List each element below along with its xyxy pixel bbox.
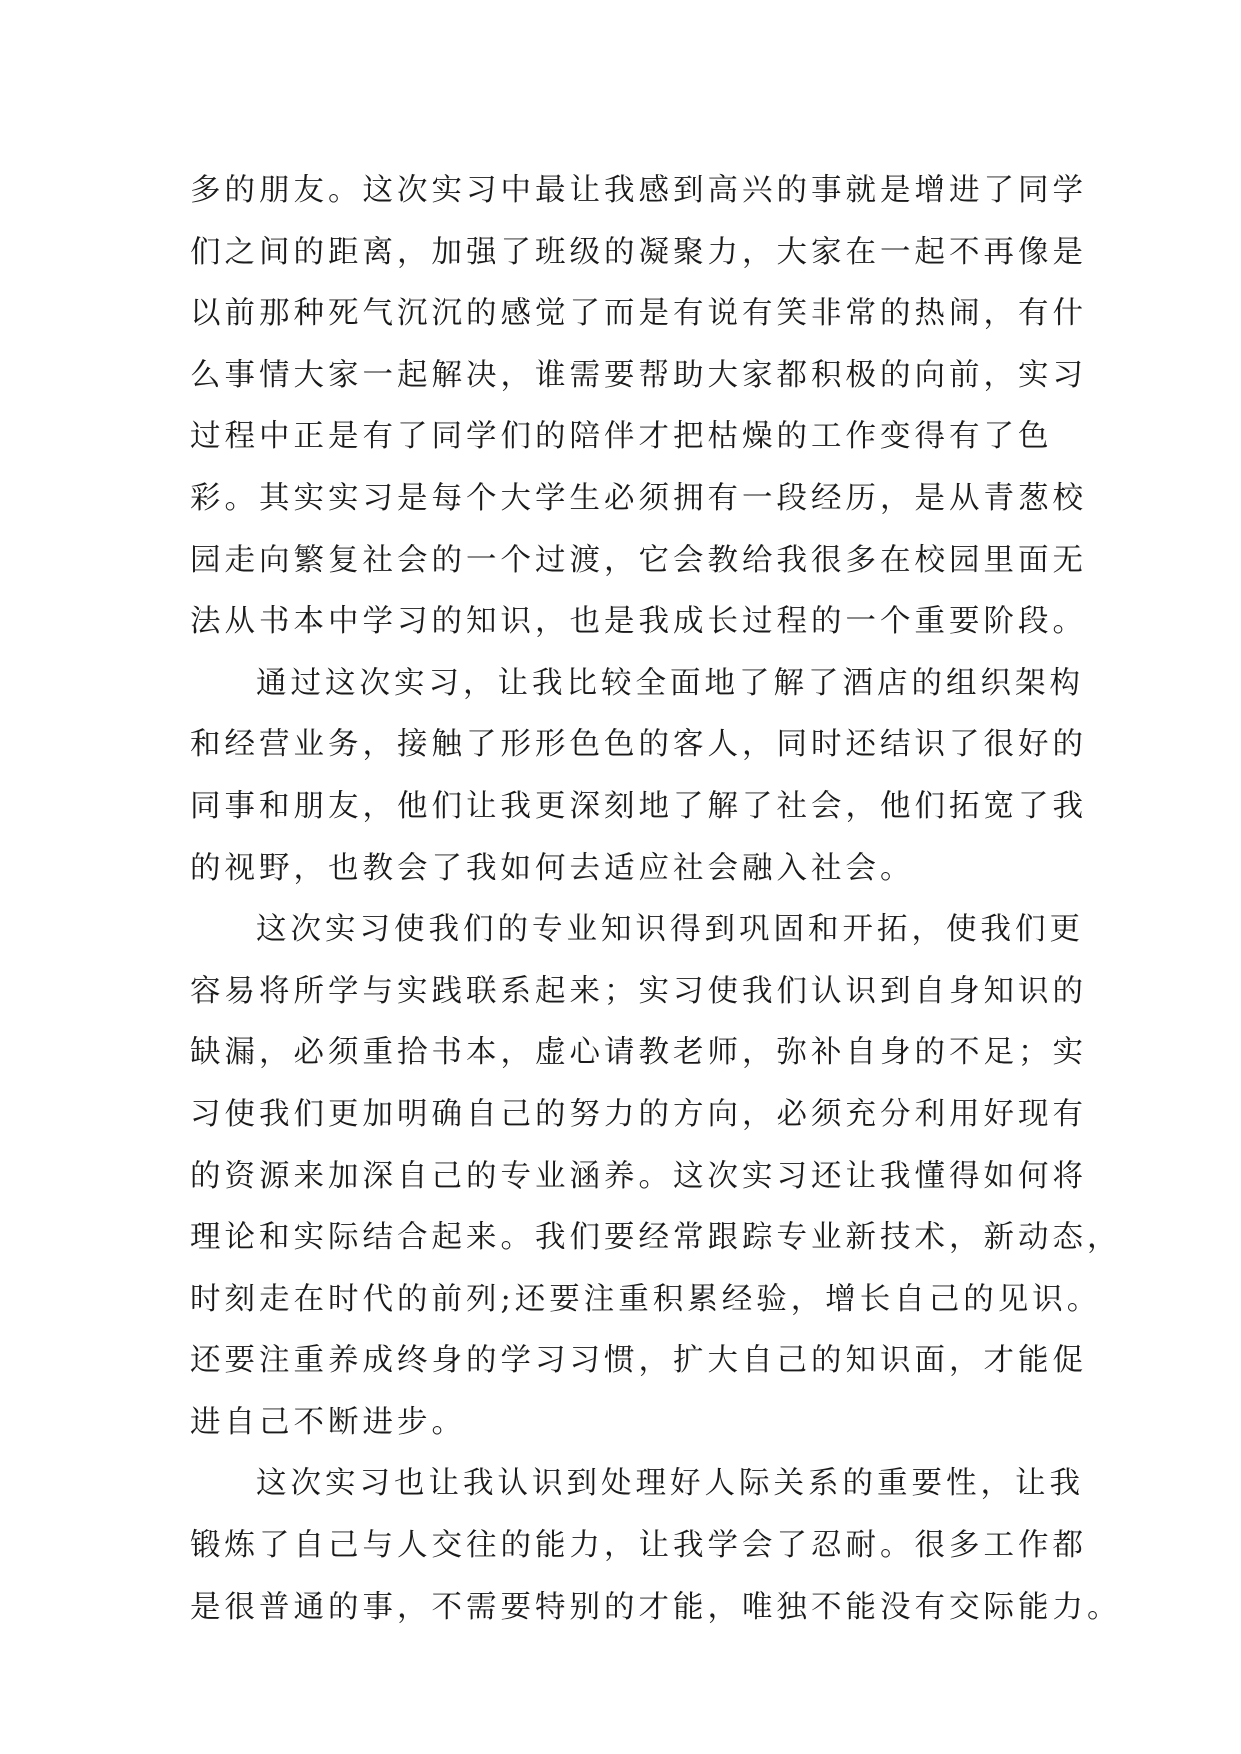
text-line: 还要注重养成终身的学习习惯，扩大自己的知识面，才能促	[190, 1343, 1087, 1379]
text-line: 园走向繁复社会的一个过渡，它会教给我很多在校园里面无	[190, 542, 1087, 578]
text-line: 过程中正是有了同学们的陪伴才把枯燥的工作变得有了色	[190, 419, 1053, 455]
paragraph-4	[190, 1453, 1122, 1638]
text-line: 以前那种死气沉沉的感觉了而是有说有笑非常的热闹，有什	[190, 296, 1087, 332]
text-line: 是很普通的事，不需要特别的才能，唯独不能没有交际能力。	[190, 1589, 1122, 1625]
text-line: 同事和朋友，他们让我更深刻地了解了社会，他们拓宽了我	[190, 788, 1087, 824]
text-line: 这次实习也让我认识到处理好人际关系的重要性，让我	[256, 1466, 1084, 1502]
text-line: 缺漏，必须重拾书本，虚心请教老师，弥补自身的不足；实	[190, 1035, 1087, 1071]
text-line: 们之间的距离，加强了班级的凝聚力，大家在一起不再像是	[190, 234, 1087, 270]
text-line: 彩。其实实习是每个大学生必须拥有一段经历，是从青葱校	[190, 480, 1087, 516]
document-body	[190, 160, 1122, 1638]
text-line: 锻炼了自己与人交往的能力，让我学会了忍耐。很多工作都	[190, 1528, 1087, 1564]
paragraph-2	[190, 653, 1087, 899]
text-line: 习使我们更加明确自己的努力的方向，必须充分利用好现有	[190, 1096, 1087, 1132]
text-line: 和经营业务，接触了形形色色的客人，同时还结识了很好的	[190, 727, 1087, 763]
text-line: 法从书本中学习的知识，也是我成长过程的一个重要阶段。	[190, 604, 1087, 640]
paragraph-3	[190, 899, 1122, 1453]
text-line: 容易将所学与实践联系起来；实习使我们认识到自身知识的	[190, 973, 1087, 1009]
text-line: 的视野，也教会了我如何去适应社会融入社会。	[190, 850, 915, 886]
text-line: 么事情大家一起解决，谁需要帮助大家都积极的向前，实习	[190, 357, 1087, 393]
text-line: 通过这次实习，让我比较全面地了解了酒店的组织架构	[256, 665, 1084, 701]
text-line: 时刻走在时代的前列;还要注重积累经验，增长自己的见识。	[190, 1281, 1102, 1317]
text-line: 多的朋友。这次实习中最让我感到高兴的事就是增进了同学	[190, 173, 1087, 208]
text-line: 理论和实际结合起来。我们要经常跟踪专业新技术，新动态，	[190, 1220, 1122, 1256]
text-line: 进自己不断进步。	[190, 1404, 466, 1440]
text-line: 的资源来加深自己的专业涵养。这次实习还让我懂得如何将	[190, 1158, 1087, 1194]
text-line: 这次实习使我们的专业知识得到巩固和开拓，使我们更	[256, 912, 1084, 948]
paragraph-1	[190, 160, 1087, 653]
